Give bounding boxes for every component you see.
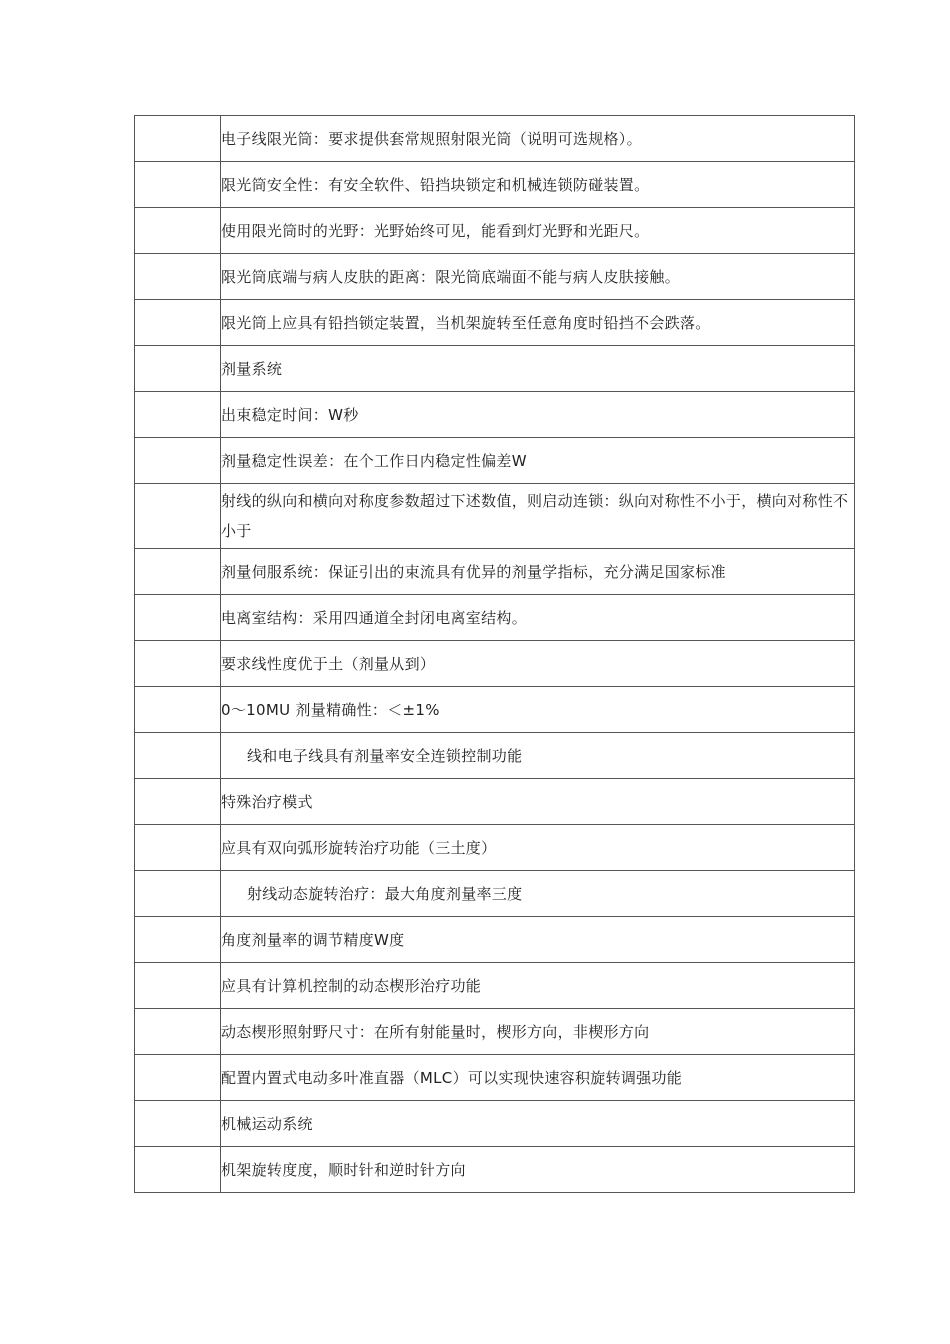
row-index-cell	[135, 1147, 221, 1193]
table-row	[135, 779, 855, 825]
row-index-cell	[135, 733, 221, 779]
table-row	[135, 1147, 855, 1193]
table-row	[135, 871, 855, 917]
row-index-cell	[135, 300, 221, 346]
table-row	[135, 825, 855, 871]
row-index-cell	[135, 825, 221, 871]
table-row	[135, 549, 855, 595]
row-text-cell: 限光筒上应具有铅挡锁定装置，当机架旋转至任意角度时铅挡不会跌落。	[221, 300, 855, 346]
table-row	[135, 208, 855, 254]
row-text-cell: 射线动态旋转治疗：最大角度剂量率三度	[221, 871, 855, 917]
row-index-cell	[135, 484, 221, 549]
table-row	[135, 1009, 855, 1055]
row-text-cell: 射线的纵向和横向对称度参数超过下述数值，则启动连锁：纵向对称性不小于，横向对称性不小于	[221, 484, 855, 549]
table-row	[135, 1055, 855, 1101]
row-index-cell	[135, 549, 221, 595]
table-row	[135, 254, 855, 300]
row-text-cell: 角度剂量率的调节精度W度	[221, 917, 855, 963]
row-text-cell: 线和电子线具有剂量率安全连锁控制功能	[221, 733, 855, 779]
row-index-cell	[135, 254, 221, 300]
row-text-cell: 剂量稳定性误差：在个工作日内稳定性偏差W	[221, 438, 855, 484]
row-text-cell: 限光筒底端与病人皮肤的距离：限光筒底端面不能与病人皮肤接触。	[221, 254, 855, 300]
section-heading-cell: 机械运动系统	[221, 1101, 855, 1147]
table-row	[135, 1101, 855, 1147]
row-index-cell	[135, 208, 221, 254]
row-index-cell	[135, 871, 221, 917]
table-row	[135, 162, 855, 208]
row-index-cell	[135, 346, 221, 392]
row-text-cell: 应具有计算机控制的动态楔形治疗功能	[221, 963, 855, 1009]
row-text-cell: 出束稳定时间：W秒	[221, 392, 855, 438]
row-index-cell	[135, 641, 221, 687]
spec-table	[134, 115, 855, 1193]
table-row	[135, 116, 855, 162]
row-text-cell: 剂量伺服系统：保证引出的束流具有优异的剂量学指标，充分满足国家标准	[221, 549, 855, 595]
row-index-cell	[135, 963, 221, 1009]
row-text-cell: 应具有双向弧形旋转治疗功能（三土度）	[221, 825, 855, 871]
row-index-cell	[135, 1009, 221, 1055]
row-text-cell: 配置内置式电动多叶准直器（MLC）可以实现快速容积旋转调强功能	[221, 1055, 855, 1101]
table-row	[135, 346, 855, 392]
table-row	[135, 438, 855, 484]
row-text-cell: 使用限光筒时的光野：光野始终可见，能看到灯光野和光距尺。	[221, 208, 855, 254]
row-text-cell: 限光筒安全性：有安全软件、铅挡块锁定和机械连锁防碰装置。	[221, 162, 855, 208]
section-heading-cell: 剂量系统	[221, 346, 855, 392]
table-row	[135, 917, 855, 963]
row-index-cell	[135, 438, 221, 484]
table-row	[135, 300, 855, 346]
table-row	[135, 641, 855, 687]
section-heading-cell: 特殊治疗模式	[221, 779, 855, 825]
table-row	[135, 392, 855, 438]
row-index-cell	[135, 595, 221, 641]
row-text-cell: 电子线限光筒：要求提供套常规照射限光筒（说明可选规格）。	[221, 116, 855, 162]
row-index-cell	[135, 116, 221, 162]
table-row	[135, 484, 855, 549]
row-index-cell	[135, 917, 221, 963]
table-row	[135, 595, 855, 641]
row-index-cell	[135, 392, 221, 438]
row-index-cell	[135, 1055, 221, 1101]
row-text-cell: 要求线性度优于土（剂量从到）	[221, 641, 855, 687]
row-text-cell: 0〜10MU 剂量精确性：＜±1%	[221, 687, 855, 733]
row-index-cell	[135, 779, 221, 825]
row-text-cell: 机架旋转度度，顺时针和逆时针方向	[221, 1147, 855, 1193]
row-index-cell	[135, 1101, 221, 1147]
row-text-cell: 动态楔形照射野尺寸：在所有射能量时，楔形方向，非楔形方向	[221, 1009, 855, 1055]
spec-table-body	[135, 116, 855, 1193]
row-index-cell	[135, 162, 221, 208]
table-row	[135, 733, 855, 779]
row-text-cell: 电离室结构：采用四通道全封闭电离室结构。	[221, 595, 855, 641]
table-row	[135, 687, 855, 733]
row-index-cell	[135, 687, 221, 733]
table-row	[135, 963, 855, 1009]
